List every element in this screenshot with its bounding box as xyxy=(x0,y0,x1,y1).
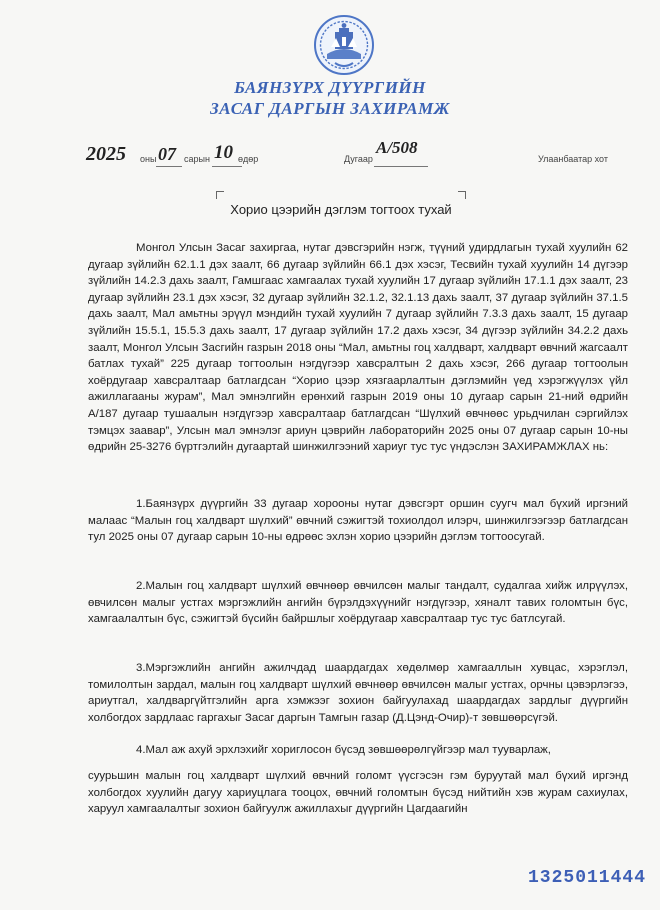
document-meta-row xyxy=(0,138,660,172)
clause-1-paragraph: 1.Баянзүрх дүүргийн 33 дугаар хорооны нутаг дэвсгэрт оршин суугч мал бүхий иргэний малаас “Малын гоц халдварт шүлхий” өвчний сэжигтэй тохиолдол илэрч, шинжилгээгээр батлагдсан тул 2025 оны 07 дугаар сарын 10-ны өдрөөс эхлэн хорио цээрийн дэглэм тогтоосугай. xyxy=(88,498,628,544)
clause-3-paragraph: 3.Мэргэжлийн ангийн ажилчдад шаардагдах хөдөлмөр хамгааллын хувцас, хэрэглэл, томилолтын зардал, малын гоц халдварт шүлхий өвчнөөр өвчилсөн малыг устгах, орчны цэвэрлэгээ, ариутгал, халдваргүйтгэлийн арга хэмжээг зохион байгуулахад шаардагдах зардлыг дүүргийн холбогдох зардлаас гаргахыг Засаг даргын Тамгын газар (Д.Цэнд-Очир)-т зөвшөөрсүгэй. xyxy=(88,662,628,724)
date-month: 07 xyxy=(158,144,176,164)
title-corner-left xyxy=(216,191,224,199)
document-number-label: Дугаар xyxy=(344,154,373,164)
date-year: 2025 xyxy=(86,143,126,165)
state-emblem-icon xyxy=(313,14,375,76)
date-month-line xyxy=(156,166,182,167)
clause-2-paragraph: 2.Малын гоц халдварт шүлхий өвчнөөр өвчилсөн малыг тандалт, судалгаа хийж илрүүлэх, өвчилсөн малыг устгах мэргэжлийн ангийн бүрэлдэхүүнийг нэгдүгээр, хяналт тавих голомтын бүс, хамгаалалтын бүс, сэжигтэй бүсийн байршлыг хоёрдугаар хавсралтаар тус тус батлсугай. xyxy=(88,580,628,626)
clause-4-continuation: суурьшин малын гоц халдварт шүлхий өвчний голомт үүсгэсэн гэм буруутай мал бүхий иргэнд холбогдох хуулийн дагуу хариуцлага тооцох, өвчний голомтын бүсэд нийтийн хэв журам сахиулах, харуул хамгаалалтыг зохион байгуулж ажиллахыг дүүргийн Цагдаагийн xyxy=(88,770,628,816)
document-title: Хорио цээрийн дэглэм тогтоох тухай xyxy=(230,202,452,217)
document-city: Улаанбаатар хот xyxy=(538,154,608,164)
date-day-suffix: өдөр xyxy=(238,154,259,164)
organization-name-line1: БАЯНЗҮРХ ДҮҮРГИЙН xyxy=(234,78,426,97)
clause-4-paragraph: 4.Мал аж ахуй эрхлэхийг хориглосон бүсэд зөвшөөрөлгүйгээр мал тууварлаж, xyxy=(136,744,551,756)
serial-number: 1325011444 xyxy=(528,868,647,888)
document-number: А/508 xyxy=(376,138,418,157)
date-month-suffix: сарын xyxy=(184,154,210,164)
date-day-line xyxy=(212,166,242,167)
organization-name-line2: ЗАСАГ ДАРГЫН ЗАХИРАМЖ xyxy=(210,99,450,118)
date-year-suffix: оны xyxy=(140,154,157,164)
date-day: 10 xyxy=(214,142,233,163)
title-corner-right xyxy=(458,191,466,199)
document-number-line xyxy=(374,166,428,167)
title-box xyxy=(216,191,466,221)
preamble-paragraph: Монгол Улсын Засаг захиргаа, нутаг дэвсгэрийн нэгж, түүний удирдлагын тухай хуулийн 62 дугаар зүйлийн 62.1.1 дэх заалт, 66 дугаар зүйлийн 66.1 дэх хэсэг, Тесвийн тухай хуулийн 14 дүгээр зүйлийн 14.2.3 дахь заалт, Гамшгаас хамгаалах тухай хуулийн 17 дугаар зүйлийн 17.1.1 дэх заалт, 23 дугаар зүйлийн 23.1 дэх хэсэг, 32 дугаар зүйлийн 32.1.2, 32.1.13 дахь заалт, 37 дугаар зүйлийн 37.1.5 дахь заалт, Мал амьтны эрүүл мэндийн тухай хуулийн 7 дугаар зүйлийн 7.3.3 дахь заалт, 15 дугаар зүйлийн 15.5.1, 15.5.3 дахь заалт, 17 дугаар зүйлийн 17.2 дахь хэсэг, 34 дүгээр зүйлийн 34.2.2 дахь заалт, Монгол Улсын Засгийн газрын 2018 оны “Мал, амьтны гоц халдварт, халдварт өвчний жагсаалт батлах тухай” 225 дугаар тогтоолын нэгдүгээр хавсралтын 2 дахь хэсэг, 266 дугаар тогтоолын хоёрдугаар хавсралтаар батлагдсан “Хорио цээр хязгаарлалтын дэглэмийн үед хэрэгжүүлэх үйл ажиллагааны журам”, Мал эмнэлгийн ерөнхий газрын 2019 оны 10 дугаар сарын 21-ний өдрийн А/187 дугаар тушаалын нэгдүгээр хавсралтаар батлагдсан “Шүлхий өвчнөөс урьдчилан сэргийлэх тэмцэх заавар”, Улсын мал эмнэлэг ариун цэврийн лабораторийн 2025 оны 07 дугаар сарын 10-ны өдрийн 25-3276 бүртгэлийн дугаартай шинжилгээний хариуг тус тус үндэслэн ЗАХИРАМЖЛАХ нь: xyxy=(88,242,628,454)
